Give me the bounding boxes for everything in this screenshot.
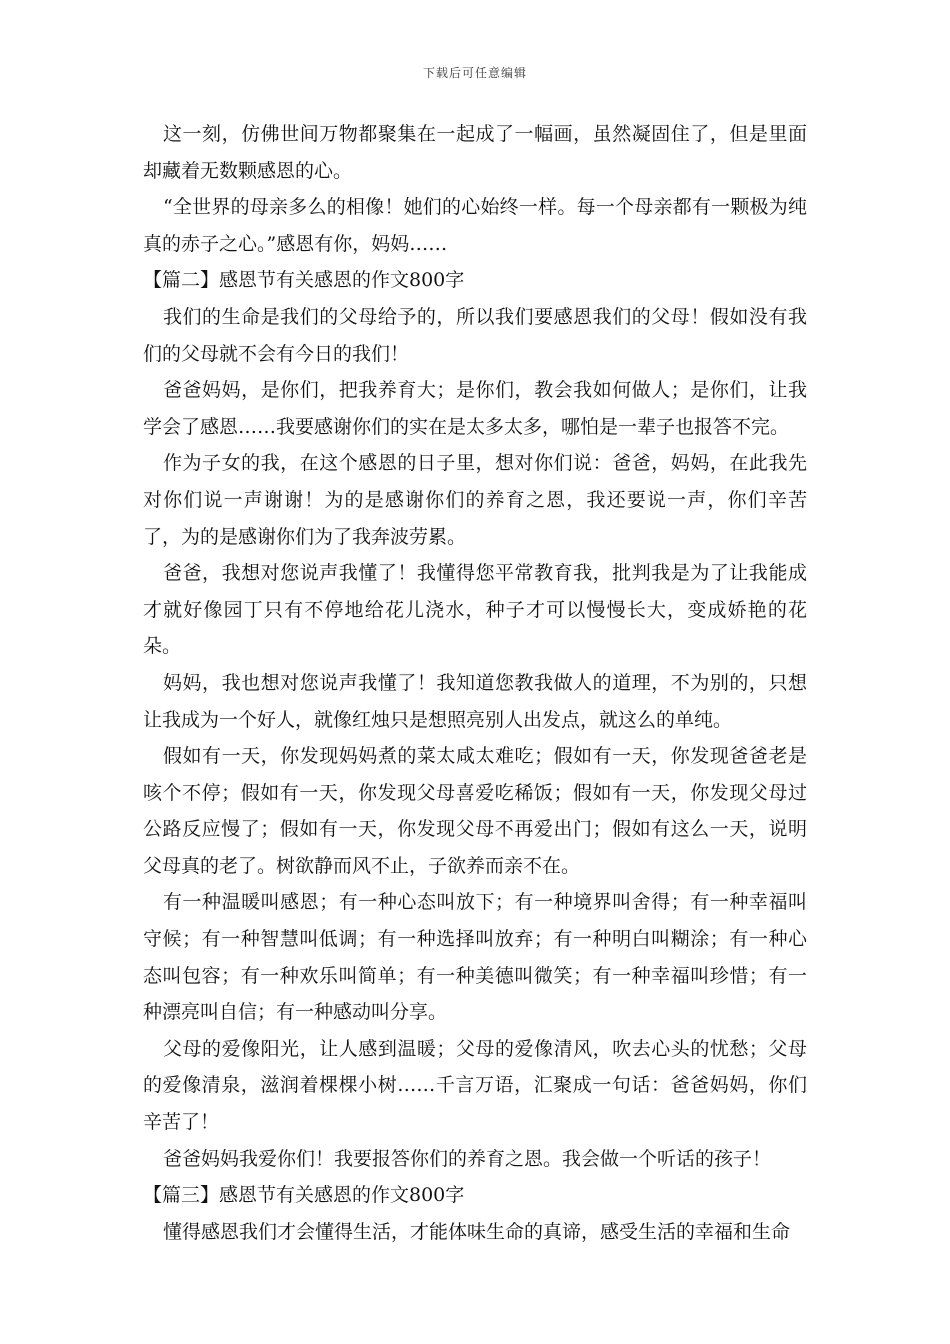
paragraph: 爸爸，我想对您说声我懂了！我懂得您平常教育我，批判我是为了让我能成才就好像园丁只有不停地给花儿浇水，种子才可以慢慢长大，变成娇艳的花朵。 (143, 562, 807, 658)
page-header: 下载后可任意编辑 (422, 66, 527, 80)
paragraph: 我们的生命是我们的父母给予的，所以我们要感恩我们的父母！假如没有我们的父母就不会有今日的我们！ (143, 305, 807, 365)
paragraph: 爸爸妈妈，是你们，把我养育大；是你们，教会我如何做人；是你们，让我学会了感恩……我要感谢你们的实在是太多太多，哪怕是一辈子也报答不完。 (143, 379, 807, 438)
section-heading: 【篇二】感恩节有关感恩的作文800字 (143, 269, 465, 292)
paragraph: 父母的爱像阳光，让人感到温暖；父母的爱像清风，吹去心头的忧愁；父母的爱像清泉，滋润着棵棵小树……千言万语，汇聚成一句话：爸爸妈妈，你们辛苦了！ (143, 1037, 807, 1134)
document-body (143, 116, 807, 1250)
paragraph: 有一种温暖叫感恩；有一种心态叫放下；有一种境界叫舍得；有一种幸福叫守候；有一种智慧叫低调；有一种选择叫放弃；有一种明白叫糊涂；有一种心态叫包容；有一种欢乐叫简单；有一种美德叫微笑；有一种幸福叫珍惜；有一种漂亮叫自信；有一种感动叫分享。 (143, 891, 807, 1024)
section-heading: 【篇三】感恩节有关感恩的作文800字 (143, 1184, 465, 1207)
paragraph: 懂得感恩我们才会懂得生活，才能体味生命的真谛，感受生活的幸福和生命 (163, 1220, 791, 1243)
paragraph: 妈妈，我也想对您说声我懂了！我知道您教我做人的道理，不为别的，只想让我成为一个好人，就像红烛只是想照亮别人出发点，就这么的单纯。 (143, 671, 807, 731)
paragraph: 这一刻，仿佛世间万物都聚集在一起成了一幅画，虽然凝固住了，但是里面却藏着无数颗感恩的心。 (143, 123, 807, 182)
paragraph: 爸爸妈妈我爱你们！我要报答你们的养育之恩。我会做一个听话的孩子！ (163, 1147, 772, 1170)
paragraph: 假如有一天，你发现妈妈煮的菜太咸太难吃；假如有一天，你发现爸爸老是咳个不停；假如有一天，你发现父母喜爱吃稀饭；假如有一天，你发现父母过公路反应慢了；假如有一天，你发现父母不再爱出门；假如有这么一天，说明父母真的老了。树欲静而风不止，子欲养而亲不在。 (143, 745, 807, 877)
paragraph: “全世界的母亲多么的相像！她们的心始终一样。每一个母亲都有一颗极为纯真的赤子之心。”感恩有你，妈妈…… (143, 196, 807, 255)
paragraph: 作为子女的我，在这个感恩的日子里，想对你们说：爸爸，妈妈，在此我先对你们说一声谢谢！为的是感谢你们的养育之恩，我还要说一声，你们辛苦了，为的是感谢你们为了我奔波劳累。 (143, 452, 807, 548)
